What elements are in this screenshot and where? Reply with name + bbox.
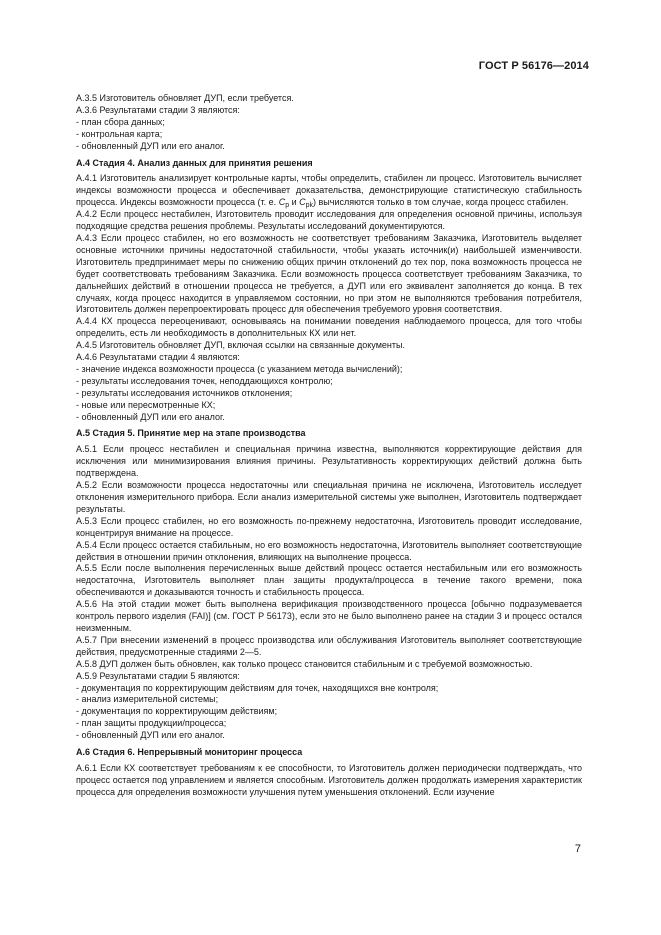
paragraph: А.5.7 При внесении изменений в процесс производства или обслуживания Изготовитель выполняет соответствующие действия, предусмотренные стадиями 2—5. — [76, 634, 582, 657]
paragraph: А.3.6 Результатами стадии 3 являются: — [76, 104, 240, 115]
list-item: - план защиты продукции/процесса; — [76, 718, 227, 729]
list-item: - обновленный ДУП или его аналог. — [76, 730, 225, 741]
list-item: - анализ измерительной системы; — [76, 694, 219, 705]
paragraph: А.4.6 Результатами стадии 4 являются: — [76, 352, 240, 363]
section-heading: А.5 Стадия 5. Принятие мер на этапе производства — [76, 428, 306, 439]
paragraph: А.5.4 Если процесс остается стабильным, но его возможность недостаточна, Изготовитель выполняет соответствующие действия в отношении причин отклонения, влияющих на выполнение процесса. — [76, 539, 582, 562]
paragraph: А.4.1 Изготовитель анализирует контрольные карты, чтобы определить, стабилен ли процесс. Изготовитель вычисляет индексы возможности процесса и обеспечивает доказательства, демонстрирующие статистическую стабильность процесса. Индексы возможности процесса (т. е. $C_p$ и $C_{pk}$) вычисляются только в том случае, когда процесс стабилен. — [76, 173, 582, 210]
paragraph: А.3.5 Изготовитель обновляет ДУП, если требуется. — [76, 93, 294, 103]
paragraph: А.4.5 Изготовитель обновляет ДУП, включая ссылки на связанные документы. — [76, 340, 405, 351]
paragraph: А.5.6 На этой стадии может быть выполнена верификация производственного процесса [обычно подразумевается контроль первого изделия (FAI)] (см. ГОСТ Р 56173), если это не было выполнено ранее на стадии 3 и процесс остался неизменным. — [76, 599, 582, 633]
list-item: - документация по корректирующим действиям для точек, находящихся вне контроля; — [76, 682, 439, 693]
paragraph: А.6.1 Если КХ соответствует требованиям к ее способности, то Изготовитель должен периодически подтверждать, что процесс остается под управлением и является способным. Изготовитель должен продолжать измерения характеристик процесса для определения возможности улучшения путем уменьшения отклонений. Если изучение — [76, 762, 582, 797]
list-item: - обновленный ДУП или его аналог. — [76, 411, 225, 422]
paragraph: А.4.4 КХ процесса переоценивают, основываясь на понимании поведения наблюдаемого процесса, для того чтобы определить, есть ли необходимость в дополнительных КХ или нет. — [76, 316, 582, 339]
paragraph: А.5.1 Если процесс нестабилен и специальная причина известна, выполняются корректирующие действия для исключения или минимизирования влияния причины. Результативность корректирующих действий должна быть подтверждена. — [76, 444, 582, 479]
list-item: - обновленный ДУП или его аналог. — [76, 140, 225, 151]
list-item: - результаты исследования точек, неподдающихся контролю; — [76, 375, 333, 386]
paragraph: А.5.3 Если процесс стабилен, но его возможность по-прежнему недостаточна, Изготовитель проводит исследование, концентрируя внимание на процессе. — [76, 515, 582, 538]
paragraph: А.5.5 Если после выполнения перечисленных выше действий процесс остается нестабильным или его возможность недостаточна, Изготовитель выполняет план защиты продукта/процесса в течение такого времени, пока обеспечиваются и доказываются точность и стабильность процесса. — [76, 563, 582, 598]
section-heading: А.4 Стадия 4. Анализ данных для принятия решения — [76, 157, 313, 168]
list-item: - контрольная карта; — [76, 128, 163, 139]
paragraph: А.4.2 Если процесс нестабилен, Изготовитель проводит исследования для определения основной причины, используя подходящие средства решения проблемы. Результаты исследований документируются. — [76, 209, 582, 232]
list-item: - значение индекса возможности процесса (с указанием метода вычислений); — [76, 363, 403, 374]
list-item: - план сбора данных; — [76, 116, 165, 127]
paragraph: А.5.8 ДУП должен быть обновлен, как только процесс становится стабильным и с требуемой возможностью. — [76, 658, 533, 669]
list-item: - результаты исследования источников отклонения; — [76, 387, 293, 398]
section-heading: А.6 Стадия 6. Непрерывный мониторинг процесса — [76, 747, 303, 758]
list-item: - новые или пересмотренные КХ; — [76, 399, 216, 410]
paragraph: А.5.9 Результатами стадии 5 являются: — [76, 670, 240, 681]
list-item: - документация по корректирующим действиям; — [76, 706, 278, 717]
page-number: 7 — [574, 843, 581, 855]
document-body — [76, 93, 582, 799]
paragraph: А.5.2 Если возможности процесса недостаточны или специальная причина не исключена, Изготовитель исследует отклонения измерительного прибора. Если анализ измерительной системы уже выполнен, Изготовитель подтверждает результаты. — [76, 480, 582, 514]
paragraph: А.4.3 Если процесс стабилен, но его возможность не соответствует требованиям Заказчика, Изготовитель выделяет основные источники причины недостаточной стабильности, чтобы указать источник(и) наибольшей изменчивости. Изготовитель предпринимает меры по снижению общих причин отклонений до тех пор, пока возможность процесса не будет соответствовать требованиям Заказчика. Если возможность процесса соответствует требованиям Заказчика, то дальнейших действий в отношении процесса не требуется, а ДУП или его эквивалент заполняется до конца. В тех случаях, когда процесс находится в управляемом состоянии, но при этом не выполняются требования потребителя, Изготовитель должен перепроектировать процесс для обеспечения требуемого уровня соответствия. — [76, 232, 582, 315]
document-id-header: ГОСТ Р 56176—2014 — [478, 60, 589, 72]
